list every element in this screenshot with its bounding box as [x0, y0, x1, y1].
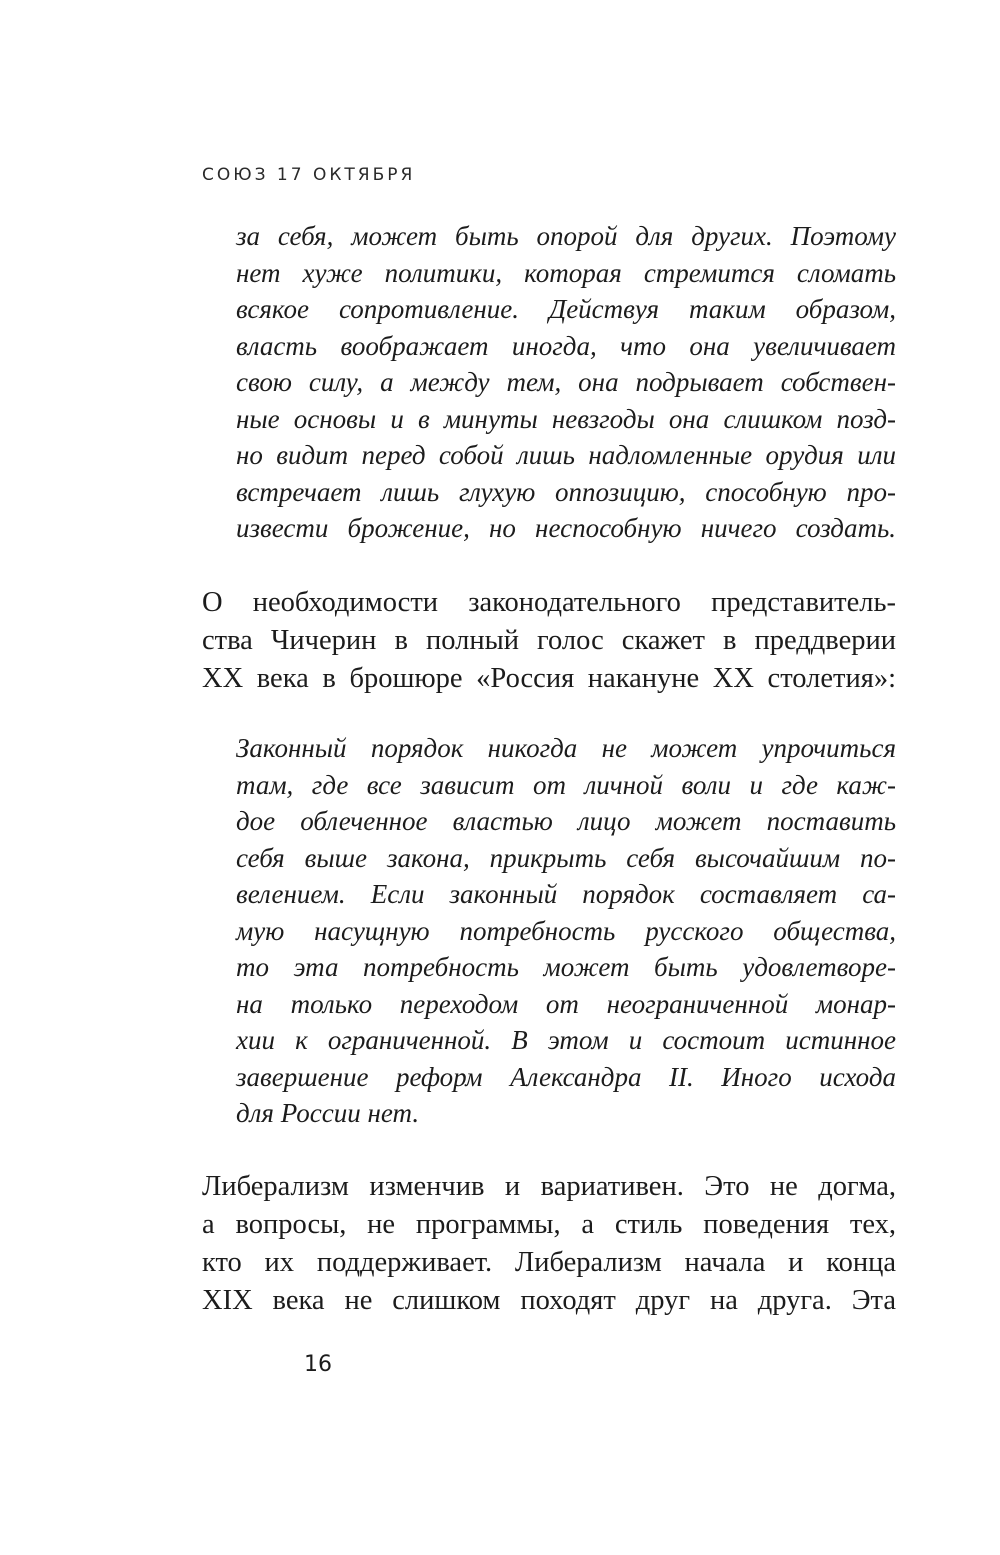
quote-line: себя выше закона, прикрыть себя высочайшим по-: [236, 842, 896, 873]
quote-line: нет хуже политики, которая стремится сломать: [236, 257, 896, 288]
quote-line: велением. Если законный порядок составляет са-: [236, 879, 896, 909]
paragraph-line: Либерализм изменчив и вариативен. Это не догма,: [202, 1171, 896, 1202]
quote-line: для России нет.: [236, 1098, 420, 1128]
quote-line: то эта потребность может быть удовлетворе-: [236, 952, 896, 982]
paragraph-line: XIX века не слишком походят друг на друга. Эта: [202, 1285, 896, 1316]
quote-line: за себя, может быть опорой для других. Поэтому: [236, 221, 896, 251]
quote-line: всякое сопротивление. Действуя таким образом,: [236, 294, 896, 324]
paragraph-line: ства Чичерин в полный голос скажет в преддверии: [202, 625, 896, 656]
paragraph-line: кто их поддерживает. Либерализм начала и конца: [202, 1247, 896, 1278]
page-number: 16: [304, 1352, 332, 1377]
paragraph-2: [202, 1168, 896, 1320]
quote-line: свою силу, а между тем, она подрывает собствен-: [236, 367, 896, 397]
quote-line: там, где все зависит от личной воли и где каж-: [236, 769, 896, 800]
quote-line: власть воображает иногда, что она увеличивает: [236, 330, 896, 361]
quote-line: завершение реформ Александра II. Иного исхода: [236, 1061, 896, 1092]
paragraph-line: О необходимости законодательного представитель-: [202, 587, 896, 618]
quote-line: Законный порядок никогда не может упрочиться: [236, 733, 896, 763]
quote-block-2: [236, 730, 896, 1132]
quote-line: ные основы и в минуты невзгоды она слишком позд-: [236, 403, 896, 434]
paragraph-line: XX века в брошюре «Россия накануне XX столетия»:: [202, 663, 896, 694]
quote-line: встречает лишь глухую оппозицию, способную про-: [236, 476, 896, 507]
paragraph-1: [202, 584, 896, 698]
quote-line: мую насущную потребность русского общества,: [236, 915, 896, 946]
quote-line: но видит перед собой лишь надломленные орудия или: [236, 440, 896, 470]
paragraph-line: а вопросы, не программы, а стиль поведения тех,: [202, 1209, 896, 1240]
quote-line: извести брожение, но неспособную ничего создать.: [236, 513, 896, 543]
quote-line: на только переходом от неограниченной монар-: [236, 988, 896, 1019]
quote-line: хии к ограниченной. В этом и состоит истинное: [236, 1025, 896, 1055]
running-head: СОЮЗ 17 ОКТЯБРЯ: [202, 165, 416, 185]
quote-line: дое облеченное властью лицо может поставить: [236, 806, 896, 836]
quote-block-1: [236, 218, 896, 547]
